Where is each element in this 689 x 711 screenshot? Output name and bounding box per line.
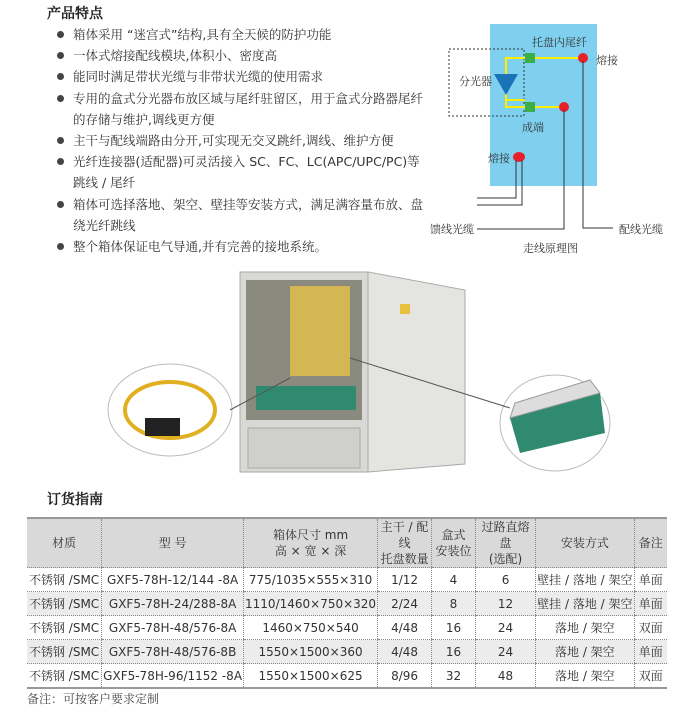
label-connector: 成端 [522, 121, 544, 134]
table-row: 不锈钢 /SMC GXF5-78H-24/288-8A 1110/1460×750×320 2/24 8 12 壁挂 / 落地 / 架空 单面 [27, 592, 667, 616]
feature-item: 光纤连接器(适配器)可灵活接入 SC、FC、LC(APC/UPC/PC)等跳线 / 尾纤 [57, 151, 427, 193]
col-material: 材质 [27, 518, 102, 568]
table-row: 不锈钢 /SMC GXF5-78H-48/576-8B 1550×1500×360 4/48 16 24 落地 / 架空 单面 [27, 640, 667, 664]
feature-item: 能同时满足带状光缆与非带状光缆的使用需求 [57, 66, 427, 87]
feature-item: 主干与配线端路由分开,可实现无交叉跳纤,调线、维护方便 [57, 130, 427, 151]
features-list [57, 24, 427, 257]
col-note: 备注 [634, 518, 667, 568]
cabinet-door [368, 272, 465, 472]
table-row: 不锈钢 /SMC GXF5-78H-12/144 -8A 775/1035×555×310 1/12 4 6 壁挂 / 落地 / 架空 单面 [27, 568, 667, 592]
order-title: 订货指南 [47, 492, 103, 508]
product-photo [100, 268, 620, 480]
features-title: 产品特点 [47, 6, 103, 22]
label-splitter: 分光器 [459, 75, 492, 88]
feature-item: 一体式熔接配线模块,体积小、密度高 [57, 45, 427, 66]
feature-item: 箱体可选择落地、架空、壁挂等安装方式，满足满容量布放、盘绕光纤跳线 [57, 194, 427, 236]
label-tray-pigtail: 托盘内尾纤 [532, 36, 587, 49]
order-note: 备注：可按客户要求定制 [27, 692, 160, 706]
label-distribution-cable: 配线光缆 [619, 223, 663, 236]
table-header [27, 518, 667, 568]
col-size: 箱体尺寸 mm 高 × 宽 × 深 [244, 518, 378, 568]
feature-item: 整个箱体保证电气导通,并有完善的接地系统。 [57, 236, 427, 257]
adapter-icon [525, 53, 535, 63]
col-trays: 主干 / 配线 托盘数量 [378, 518, 432, 568]
col-model: 型 号 [102, 518, 244, 568]
diagram-caption: 走线原理图 [523, 242, 578, 255]
order-table [27, 517, 667, 689]
feature-item: 专用的盒式分光器布放区域与尾纤驻留区，用于盒式分路器尾纤的存储与维护,调线更方便 [57, 88, 427, 130]
label-splice: 熔接 [596, 54, 618, 67]
label-splice: 熔接 [488, 152, 510, 165]
table-row: 不锈钢 /SMC GXF5-78H-48/576-8A 1460×750×540 4/48 16 24 落地 / 架空 双面 [27, 616, 667, 640]
col-install: 安装方式 [536, 518, 634, 568]
table-row: 不锈钢 /SMC GXF5-78H-96/1152 -8A 1550×1500×625 8/96 32 48 落地 / 架空 双面 [27, 664, 667, 689]
feature-item: 箱体采用 “迷宫式”结构,具有全天候的防护功能 [57, 24, 427, 45]
splice-point [513, 152, 525, 162]
adapter-icon [525, 102, 535, 112]
label-feeder-cable: 馈线光缆 [430, 223, 474, 236]
col-splice-tray: 过路直熔盘 (选配) [475, 518, 535, 568]
col-box-slots: 盒式 安装位 [432, 518, 476, 568]
